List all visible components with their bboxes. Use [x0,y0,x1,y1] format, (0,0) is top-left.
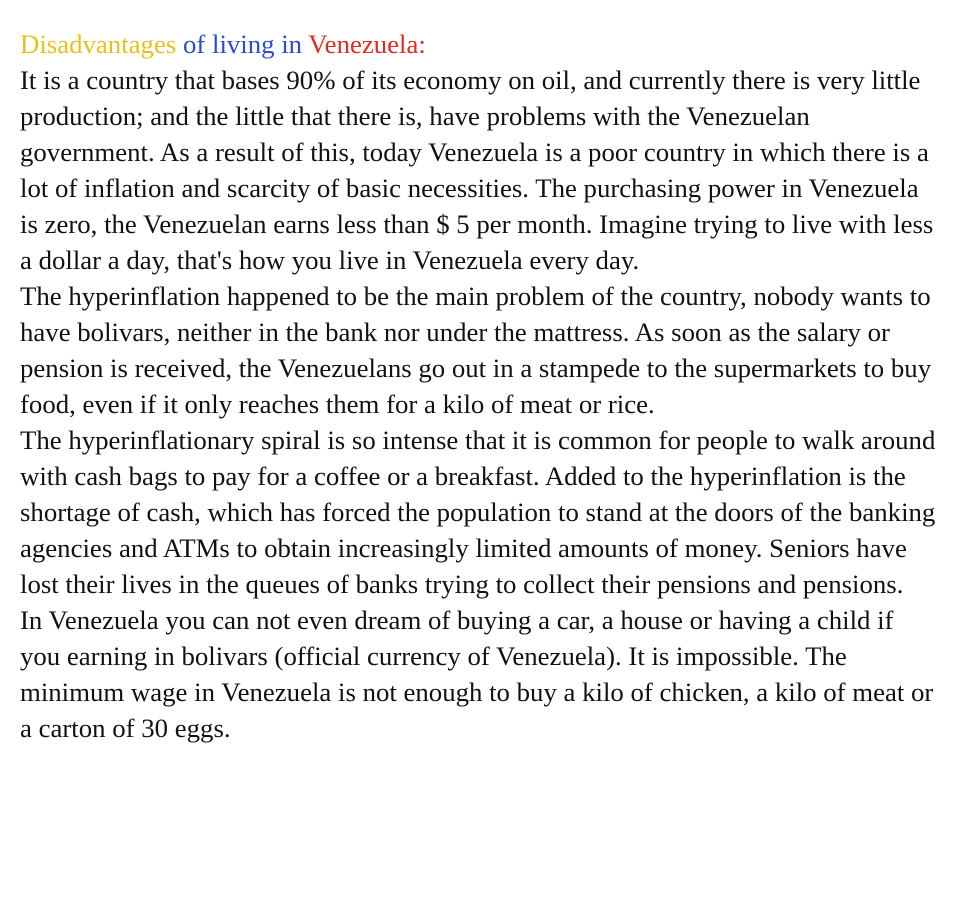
title-word-disadvantages: Disadvantages [20,29,177,59]
title-phrase-of-living-in: of living in [176,29,309,59]
paragraph-economy: It is a country that bases 90% of its economy on oil, and currently there is very little production; and the little that there is, have problems with the Venezuelan government. As a result of this, today Venezuela is a poor country in which there is a lot of inflation and scarcity of basic necessities. The purchasing power in Venezuela is zero, the Venezuelan earns less than $ 5 per month. Imagine trying to live with less a dollar a day, that's how you live in Venezuela every day. [20,65,934,275]
paragraph-minimum-wage: In Venezuela you can not even dream of buying a car, a house or having a child if you earning in bolivars (official currency of Venezuela). It is impossible. The minimum wage in Venezuela is not enough to buy a kilo of chicken, a kilo of meat or a carton of 30 eggs. [20,605,934,743]
paragraph-cash-shortage: The hyperinflationary spiral is so intense that it is common for people to walk around with cash bags to pay for a coffee or a breakfast. Added to the hyperinflation is the shortage of cash, which has forced the population to stand at the doors of the banking agencies and ATMs to obtain increasingly limited amounts of money. Seniors have lost their lives in the queues of banks trying to collect their pensions and pensions. [20,425,936,599]
document-title [20,26,940,62]
paragraph-hyperinflation: The hyperinflation happened to be the main problem of the country, nobody wants to have bolivars, neither in the bank nor under the mattress. As soon as the salary or pension is received, the Venezuelans go out in a stampede to the supermarkets to buy food, even if it only reaches them for a kilo of meat or rice. [20,281,932,419]
title-word-venezuela: Venezuela: [308,29,426,59]
